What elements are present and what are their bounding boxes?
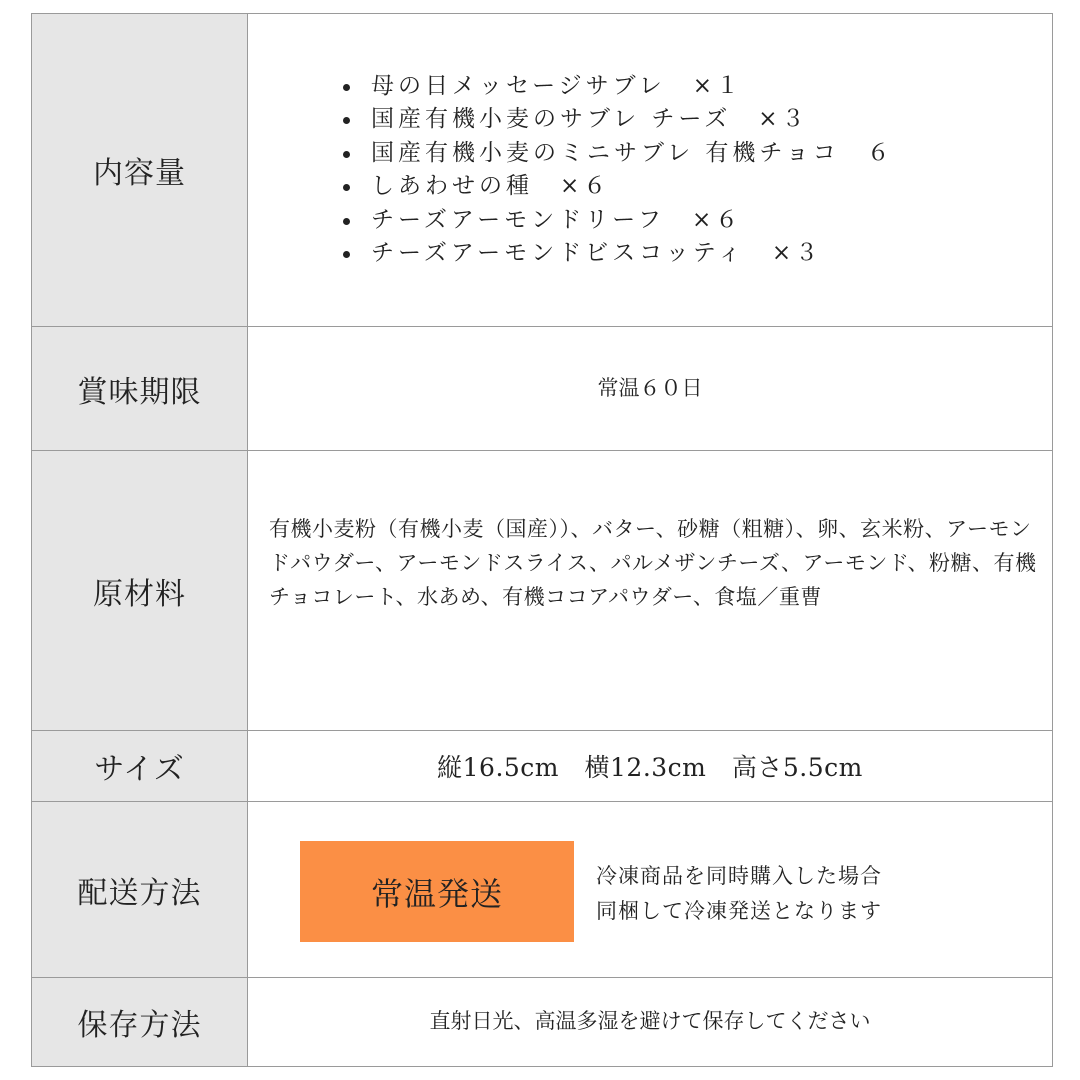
label-size: サイズ (32, 731, 248, 801)
row-size (32, 731, 1052, 802)
value-storage: 直射日光、高温多湿を避けて保存してください (429, 1009, 871, 1033)
shipping-note-line1: 冷凍商品を同時購入した場合 (596, 864, 882, 888)
list-item: チーズアーモンドビスコッティ ×３ (337, 237, 894, 270)
value-expiry: 常温６０日 (597, 375, 703, 400)
row-storage (32, 978, 1052, 1067)
label-storage: 保存方法 (32, 978, 248, 1066)
shipping-note (596, 859, 882, 929)
label-contents: 内容量 (32, 14, 248, 326)
list-item: 国産有機小麦のサブレ チーズ ×３ (337, 103, 894, 136)
list-item: しあわせの種 ×６ (337, 170, 894, 203)
label-ingredients: 原材料 (32, 451, 248, 730)
contents-list (337, 70, 894, 270)
list-item: 国産有機小麦のミニサブレ 有機チョコ ６ (337, 137, 894, 170)
value-size: 縦16.5cm 横12.3cm 高さ5.5cm (437, 753, 863, 782)
shipping-badge: 常温発送 (300, 841, 574, 942)
label-shipping: 配送方法 (32, 802, 248, 977)
value-ingredients: 有機小麦粉（有機小麦（国産））、バター、砂糖（粗糖）、卵、玄米粉、アーモンドパウダー、アーモンドスライス、パルメザンチーズ、アーモンド、粉糖、有機チョコレート、水あめ、有機ココアパウダー、食塩／重曹 (269, 517, 1037, 609)
product-info-table (31, 13, 1053, 1067)
list-item: 母の日メッセージサブレ ×１ (337, 70, 894, 103)
list-item: チーズアーモンドリーフ ×６ (337, 204, 894, 237)
row-expiry (32, 327, 1052, 451)
shipping-note-line2: 同梱して冷凍発送となります (596, 899, 882, 923)
label-expiry: 賞味期限 (32, 327, 248, 450)
